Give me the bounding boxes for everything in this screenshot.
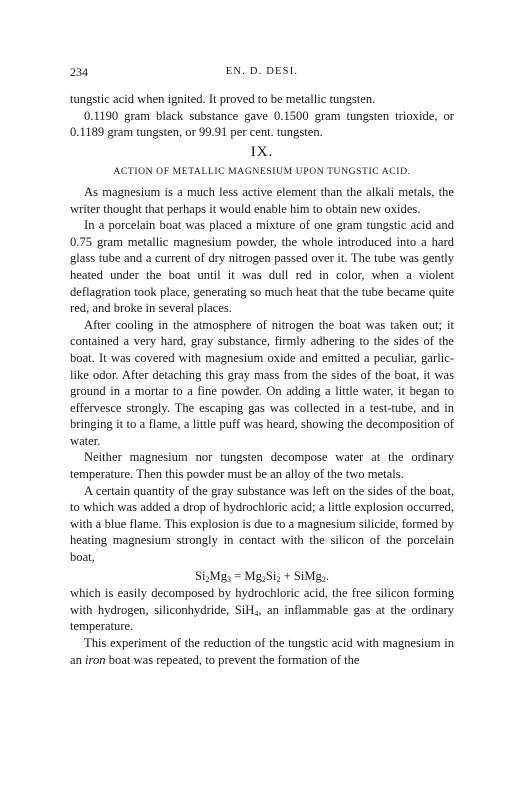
page-number: 234: [70, 65, 88, 79]
page-header: [70, 64, 454, 80]
formula-subscript: 3: [227, 574, 232, 584]
paragraph-certain-quantity: A certain quantity of the gray substance was left on the sides of the boat, to which was added a drop of hydrochloric acid; a little explosion occurred, with a blue flame. This explosion is due to a magnesium silicide, formed by heating magnesium strongly in contact with the silicon of the porcelain boat,: [70, 483, 454, 565]
paragraph-neither-decompose: Neither magnesium nor tungsten decompose water at the ordinary temperature. Then this powder must be an alloy of the two metals.: [70, 450, 454, 482]
formula-subscript: 2: [321, 574, 326, 584]
paragraph-analysis-result: 0.1190 gram black substance gave 0.1500 gram tungsten trioxide, or 0.1189 gram tungsten, or 99.91 per cent. tungsten.: [70, 108, 454, 140]
paragraph-magnesium-intro: As magnesium is a much less active element than the alkali metals, the writer thought that perhaps it would enable him to obtain new oxides.: [70, 184, 454, 216]
document-page: [70, 64, 454, 668]
formula-subscript: 4: [254, 608, 259, 618]
paragraph-text: boat was repeated, to prevent the formation of the: [105, 652, 360, 667]
paragraph-continued: tungstic acid when ignited. It proved to be metallic tungsten.: [70, 92, 376, 106]
section-number: IX.: [250, 143, 274, 160]
running-head: EN. D. DESI.: [225, 66, 299, 77]
italic-word: iron: [85, 652, 106, 667]
paragraph-text: This experiment of the reduction of the tungstic acid with magnesium in an: [70, 636, 454, 667]
section-title: ACTION OF METALLIC MAGNESIUM UPON TUNGSTIC ACID.: [113, 166, 411, 178]
paragraph-text: , an inflammable gas at the ordinary temperature.: [70, 602, 454, 634]
formula-subscript: 2: [276, 574, 281, 584]
formula-subscript: 2: [205, 574, 210, 584]
formula-equals: =: [231, 568, 245, 583]
paragraph-after-cooling: After cooling in the atmosphere of nitrogen the boat was taken out; it contained a very hard, gray substance, firmly adhering to the sides of the boat. It was covered with magnesium oxide and emitted a peculiar, garlic-like odor. After detaching this gray mass from the sides of the boat, it was ground in a mortar to a fine powder. On adding a little water, it began to effervesce strongly. The escaping gas was collected in a test-tube, and in bringing it to a flame, a little puff was heard, showing the decomposition of water.: [70, 317, 454, 448]
paragraph-text: which is easily decomposed by hydrochloric acid, the free silicon forming with hydrogen, siliconhydride, SiH: [70, 586, 454, 617]
paragraph-iron-boat: [70, 635, 454, 668]
formula-term: Mg: [209, 568, 228, 583]
formula-term: Si: [265, 568, 277, 583]
paragraph-porcelain-boat: In a porcelain boat was placed a mixture of one gram tungstic acid and 0.75 gram metallic magnesium powder, the whole introduced into a hard glass tube and a current of dry nitrogen passed over it. The tube was gently heated under the boat until it was dull red in color, when a violent deflagration took place, generating so much heat that the tube became quite red, and broke in several places.: [70, 218, 454, 316]
formula-period: .: [325, 568, 329, 583]
formula-term: Si: [195, 568, 206, 583]
paragraph-silicon-hydride: [70, 585, 454, 635]
formula-subscript: 2: [261, 574, 266, 584]
formula-term: Mg: [244, 568, 262, 583]
chemical-equation: [70, 568, 454, 585]
formula-term: SiMg: [293, 568, 322, 583]
formula-plus: +: [280, 568, 294, 583]
